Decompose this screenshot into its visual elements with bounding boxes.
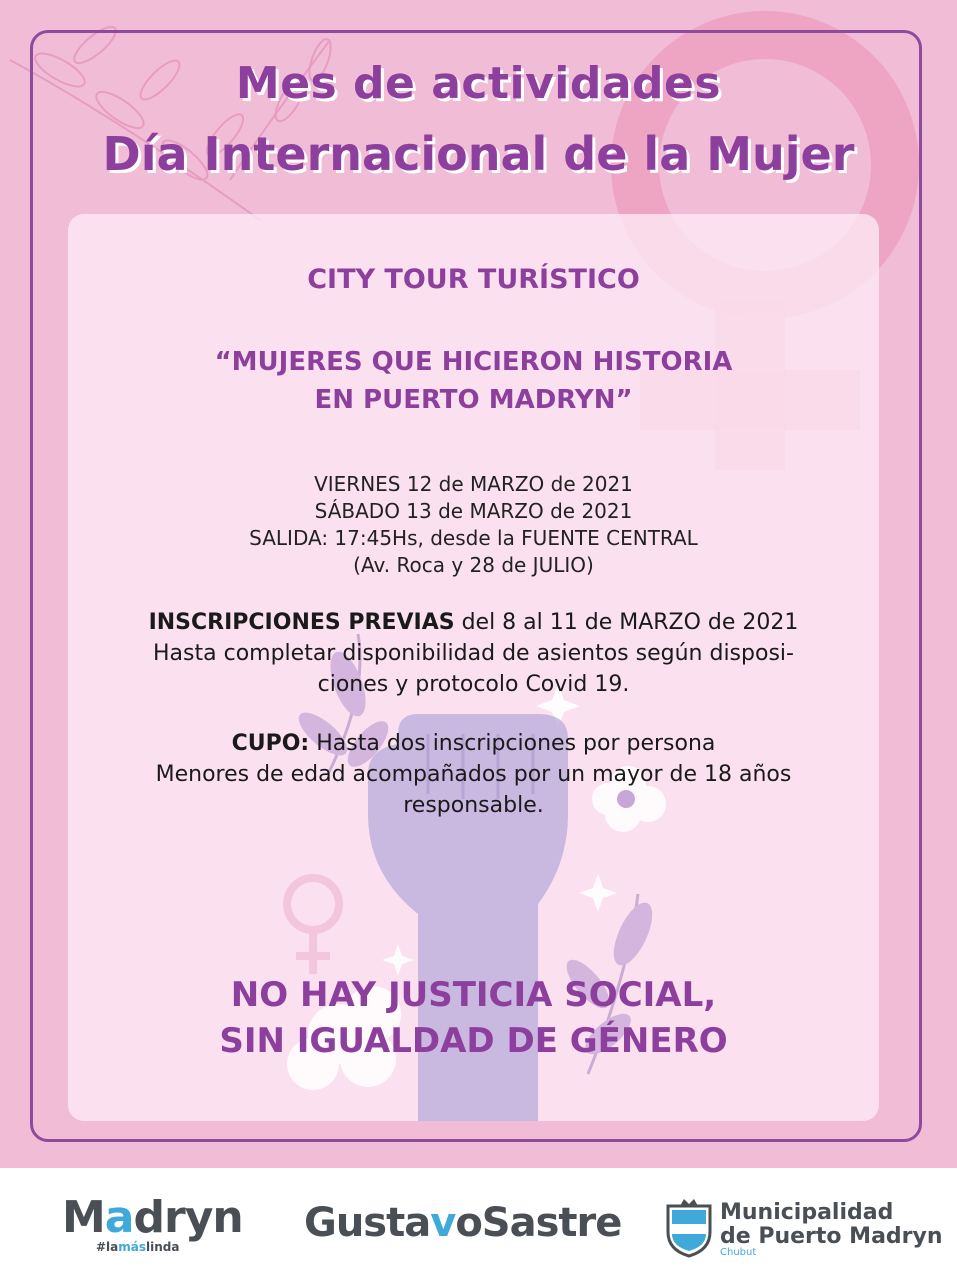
quota-info [68,728,879,821]
registration-label: INSCRIPCIONES PREVIAS [148,610,455,635]
slogan-line1: NO HAY JUSTICIA SOCIAL, [230,975,717,1015]
registration-range: del 8 al 11 de MARZO de 2021 [454,610,799,635]
municipalidad-logo [664,1196,943,1262]
gustavo-sastre-logo: GustavoSastre [304,1200,622,1246]
municipalidad-line1: Municipalidad [720,1200,894,1225]
poster-title: Mes de actividades [235,58,722,109]
quota-line2: Menores de edad acompañados por un mayor de 18 años [155,762,792,787]
poster-title-line2: Día Internacional de la Mujer [102,127,855,181]
madryn-logo-a: a [104,1192,134,1243]
departure-address: (Av. Roca y 28 de JULIO) [353,553,594,577]
municipal-shield-icon [664,1196,714,1258]
municipalidad-line2: de Puerto Madryn [720,1224,943,1249]
event-subtitle: CITY TOUR TURÍSTICO [307,264,640,295]
slogan-line2: SIN IGUALDAD DE GÉNERO [219,1021,728,1061]
madryn-logo-rest: dryn [133,1192,243,1243]
registration-line2: Hasta completar disponibilidad de asientos según disposi- [153,641,794,666]
quota-line3: responsable. [403,793,544,818]
madryn-logo [62,1192,262,1262]
quota-label: CUPO: [231,731,310,756]
departure-time: SALIDA: 17:45Hs, desde la FUENTE CENTRAL [249,526,698,550]
female-symbol-icon [287,878,339,974]
quota-text: Hasta dos inscripciones por persona [309,731,716,756]
slogan [68,972,879,1064]
date-friday: VIERNES 12 de MARZO de 2021 [314,472,633,496]
registration-line3: ciones y protocolo Covid 19. [317,672,630,697]
madryn-logo-m: M [62,1192,105,1243]
tour-name-line2: EN PUERTO MADRYN” [314,385,633,415]
municipalidad-province: Chubut [720,1247,757,1258]
event-dates [68,471,879,579]
registration-info [68,607,879,700]
madryn-hashtag: #lamáslinda [96,1240,180,1254]
date-saturday: SÁBADO 13 de MARZO de 2021 [314,499,633,523]
tour-name [68,343,879,419]
tour-name-line1: “MUJERES QUE HICIERON HISTORIA [214,347,733,377]
